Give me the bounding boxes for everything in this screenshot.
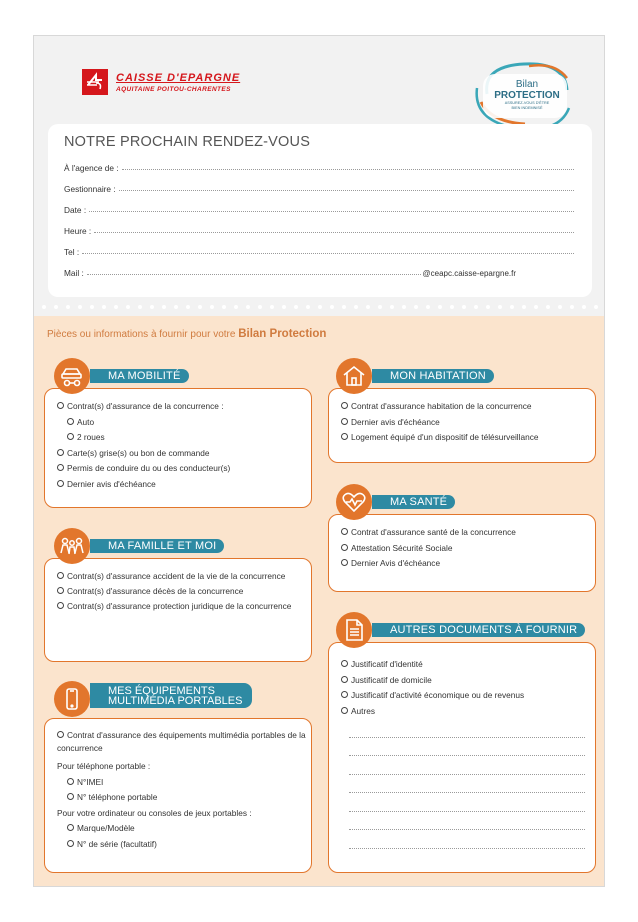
- blank-line[interactable]: [349, 756, 585, 775]
- blank-line[interactable]: [349, 793, 585, 812]
- checkbox-item[interactable]: Justificatif d'identité: [341, 657, 585, 673]
- equipements-box: [44, 718, 312, 873]
- mail-field[interactable]: Mail : @ceapc.caisse-epargne.fr: [64, 268, 516, 278]
- checkbox-item[interactable]: 2 roues: [57, 430, 307, 446]
- badge-tagline-2: BIEN INDEMNISÉ: [511, 105, 543, 110]
- blank-line[interactable]: [349, 775, 585, 794]
- checkbox-item[interactable]: Contrat d'assurance santé de la concurrence: [341, 525, 593, 541]
- checkbox-item[interactable]: Contrat(s) d'assurance protection juridique de la concurrence: [57, 599, 305, 614]
- time-field[interactable]: Heure :: [64, 222, 576, 236]
- checkbox-item[interactable]: Logement équipé d'un dispositif de télésurveillance: [341, 430, 593, 446]
- checkbox-item[interactable]: Contrat(s) d'assurance de la concurrence :: [57, 399, 307, 415]
- dotted-divider: [34, 300, 605, 314]
- checkbox-item[interactable]: Permis de conduire du ou des conducteur(s): [57, 461, 307, 477]
- checkbox-item[interactable]: Attestation Sécurité Sociale: [341, 541, 593, 557]
- heart-pulse-icon: [336, 484, 372, 520]
- badge-title: Bilan: [515, 79, 539, 90]
- mobilite-box: [44, 388, 312, 508]
- house-icon: [336, 358, 372, 394]
- blank-line[interactable]: [349, 830, 585, 849]
- brand-name: CAISSE D'EPARGNE: [116, 71, 241, 84]
- checkbox-item[interactable]: Justificatif d'activité économique ou de revenus: [341, 688, 585, 704]
- checkbox-item[interactable]: N° téléphone portable: [57, 790, 307, 806]
- phone-field[interactable]: Tel :: [64, 243, 576, 257]
- mobilite-title: MA MOBILITÉ: [90, 369, 189, 383]
- documents-intro: Pièces ou informations à fournir pour votre Bilan Protection: [47, 328, 327, 340]
- checkbox-item[interactable]: Dernier avis d'échéance: [341, 415, 593, 431]
- subheading: Pour votre ordinateur ou consoles de jeux portables :: [57, 807, 252, 818]
- checkbox-item[interactable]: Contrat d'assurance habitation de la concurrence: [341, 399, 593, 415]
- brand-logo: [82, 69, 240, 95]
- checkbox-item[interactable]: Carte(s) grise(s) ou bon de commande: [57, 446, 307, 462]
- agency-field[interactable]: À l'agence de :: [64, 159, 576, 173]
- smartphone-icon: [54, 681, 90, 717]
- checkbox-item[interactable]: Contrat(s) d'assurance décès de la concurrence: [57, 584, 305, 599]
- checkbox-item[interactable]: Marque/Modèle: [57, 821, 307, 837]
- blank-line[interactable]: [349, 719, 585, 738]
- habitation-box: [328, 388, 596, 463]
- date-field[interactable]: Date :: [64, 201, 576, 215]
- badge-tagline-1: ASSUREZ-VOUS D'ÊTRE: [504, 101, 550, 105]
- sante-box: [328, 514, 596, 592]
- mail-domain: @ceapc.caisse-epargne.fr: [422, 269, 516, 278]
- blank-line[interactable]: [349, 738, 585, 757]
- checkbox-item[interactable]: N°IMEI: [57, 775, 307, 791]
- famille-box: [44, 558, 312, 662]
- checkbox-item[interactable]: Dernier Avis d'échéance: [341, 556, 593, 572]
- famille-title: MA FAMILLE ET MOI: [90, 539, 224, 553]
- checkbox-item[interactable]: Dernier avis d'échéance: [57, 477, 307, 493]
- blank-line[interactable]: [349, 812, 585, 831]
- habitation-title: MON HABITATION: [372, 369, 494, 383]
- subheading: Pour téléphone portable :: [57, 761, 151, 771]
- advisor-field[interactable]: Gestionnaire :: [64, 180, 576, 194]
- document-sheet: [33, 35, 605, 887]
- bilan-protection-badge: [469, 58, 579, 134]
- intro-bold: Bilan Protection: [238, 328, 327, 340]
- family-icon: [54, 528, 90, 564]
- checkbox-item[interactable]: Contrat d'assurance des équipements multimédia portables de la concurrence: [57, 730, 306, 753]
- squirrel-logo-icon: [82, 69, 108, 95]
- checkbox-item[interactable]: Justificatif de domicile: [341, 673, 585, 689]
- sante-title: MA SANTÉ: [372, 495, 455, 509]
- appointment-form: [48, 124, 592, 297]
- checkbox-item[interactable]: Contrat(s) d'assurance accident de la vie de la concurrence: [57, 569, 305, 584]
- checkbox-item[interactable]: Autres: [341, 704, 585, 720]
- brand-region: AQUITAINE POITOU-CHARENTES: [116, 85, 231, 93]
- document-icon: [336, 612, 372, 648]
- checkbox-item[interactable]: N° de série (facultatif): [57, 837, 307, 853]
- checkbox-item[interactable]: Auto: [57, 415, 307, 431]
- autres-box: [328, 642, 596, 873]
- autres-title: AUTRES DOCUMENTS À FOURNIR: [372, 623, 585, 637]
- badge-subtitle: PROTECTION: [494, 90, 560, 101]
- appointment-title: NOTRE PROCHAIN RENDEZ-VOUS: [64, 134, 311, 150]
- car-icon: [54, 358, 90, 394]
- equipements-title: MES ÉQUIPEMENTS MULTIMÉDIA PORTABLES: [90, 683, 252, 708]
